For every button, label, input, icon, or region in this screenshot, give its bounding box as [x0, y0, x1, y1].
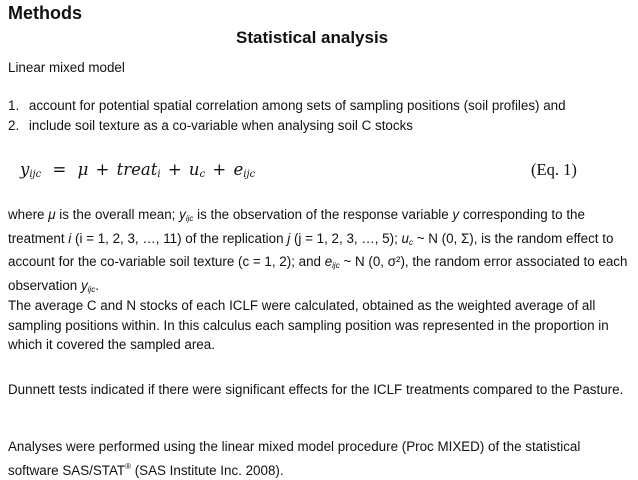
list-item [8, 116, 633, 136]
list-number: 2. [8, 117, 20, 133]
average-paragraph: The average C and N stocks of each ICLF were calculated, obtained as the weighted average of all sampling positions within. In this calculus each sampling position was represented in the proportion in which it covered the sampled area. [8, 298, 609, 352]
analyses-paragraph: Analyses were performed using the linear mixed model procedure (Proc MIXED) of the statistical software SAS/STAT® (SAS Institute Inc. 2008). [8, 439, 581, 478]
dunnett-paragraph: Dunnett tests indicated if there were significant effects for the ICLF treatments compared to the Pasture. [8, 382, 624, 397]
heading-statistical-analysis: Statistical analysis [236, 28, 389, 47]
equation-label: (Eq. 1) [531, 160, 577, 179]
list-number: 1. [8, 98, 20, 113]
equation: $y_{ijc} = \mu$ + treat$_i$ + $u_c + e_{ijc}$ [20, 160, 256, 180]
list-text: account for potential spatial correlation among sets of sampling positions (soil profiles) and [28, 98, 566, 113]
list-item [8, 96, 633, 116]
numbered-list [8, 96, 633, 135]
model-label: Linear mixed model [8, 60, 125, 75]
list-text: include soil texture as a co-variable when analysing soil C stocks [28, 117, 413, 133]
heading-methods: Methods [8, 3, 82, 23]
where-paragraph: where μ is the overall mean; $y_{ijc}$ is the observation of the response variable y corresponding to the treatment i (i = 1, 2, 3, …, 11) of the replication j (j = 1, 2, 3, …, 5); $u_c$ ~ N (0, Σ), is the random effect to account for the co-variable soil texture (c = 1, 2); and $e_{ijc}$ ~ N (0, σ²), the random error associated to each observation $y_{ijc}$. [8, 207, 628, 294]
